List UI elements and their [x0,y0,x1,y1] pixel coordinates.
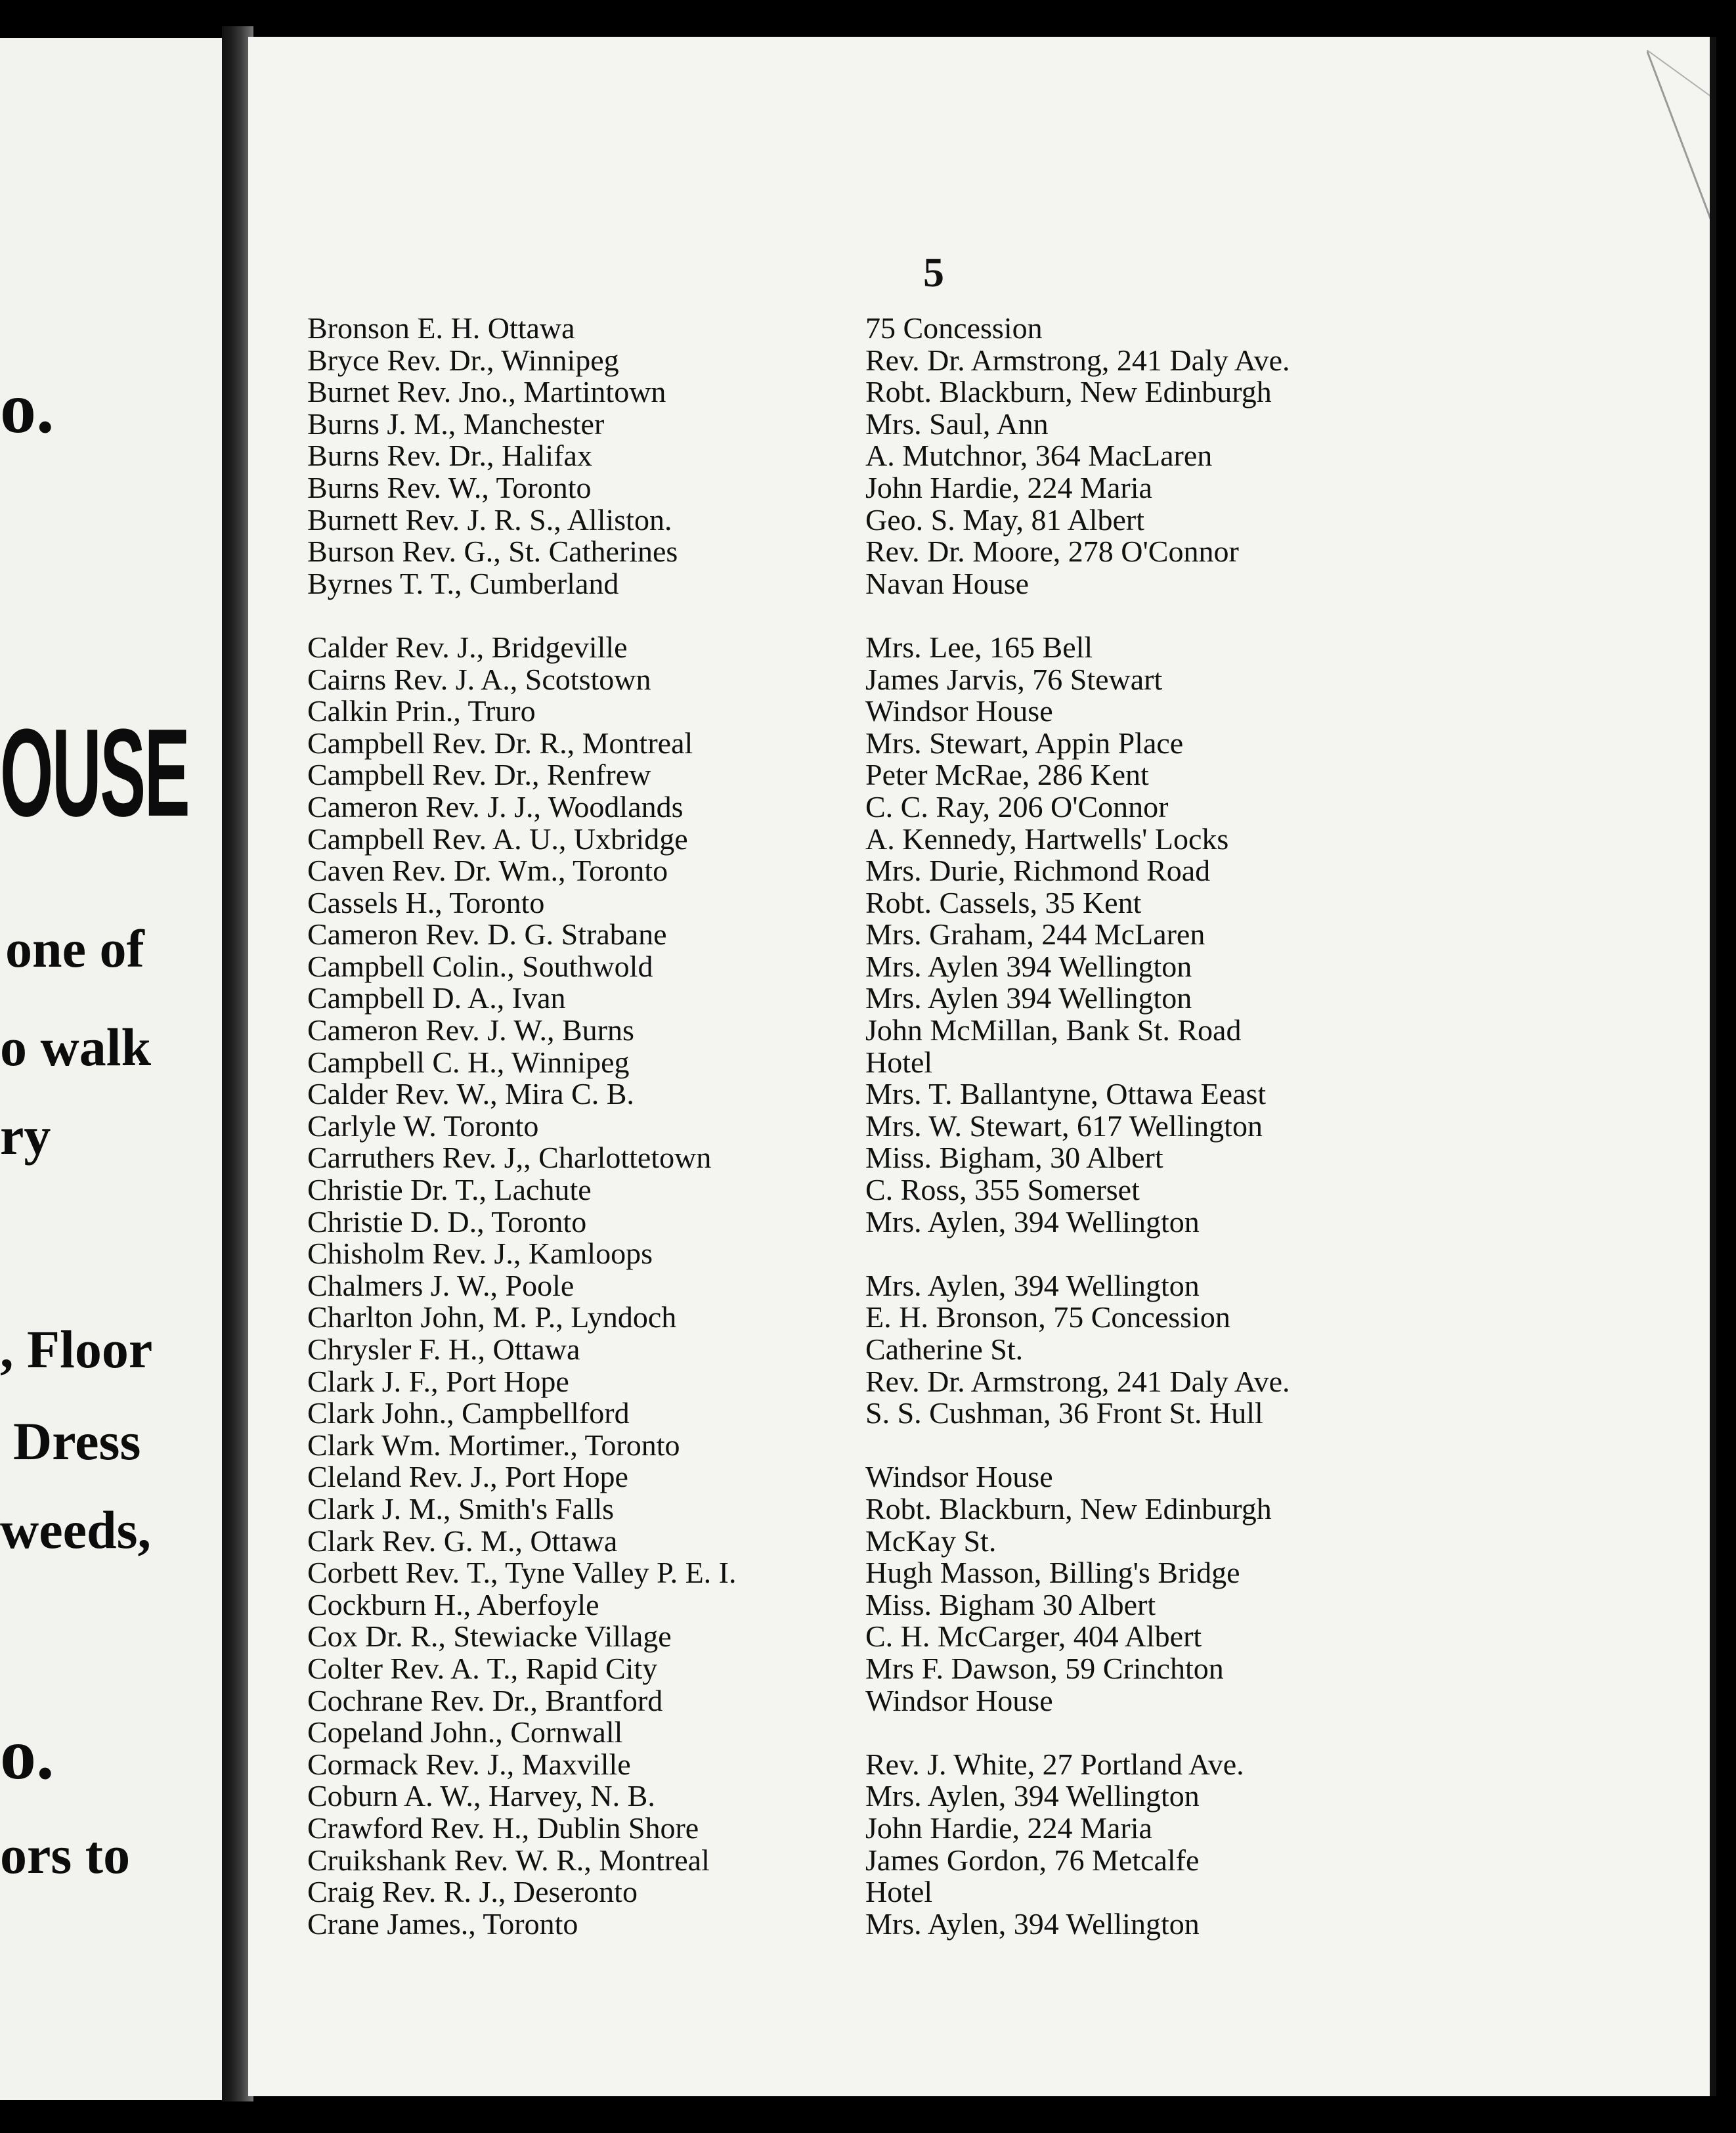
entry-name: Clark Rev. G. M., Ottawa [307,1524,618,1558]
entry-name: Campbell Rev. Dr., Renfrew [307,758,651,792]
entry-address: John Hardie, 224 Maria [865,1811,1152,1845]
entry-name: Cormack Rev. J., Maxville [307,1747,631,1781]
entry-name [307,600,737,632]
entry-name: Chrysler F. H., Ottawa [307,1332,580,1366]
entry-name: Chalmers J. W., Poole [307,1268,575,1302]
entry-name: Cameron Rev. J. W., Burns [307,1013,634,1047]
entry-address: Rev. Dr. Moore, 278 O'Connor [865,535,1239,569]
entry-address: Peter McRae, 286 Kent [865,758,1149,792]
entry-name: Campbell Rev. Dr. R., Montreal [307,726,693,760]
entry-address: Mrs. Stewart, Appin Place [865,726,1184,760]
ad-fragment: ors to [0,1825,131,1885]
entry-name: Cameron Rev. D. G. Strabane [307,917,667,952]
entry-name: Clark John., Campbellford [307,1396,630,1430]
entry-name: Campbell D. A., Ivan [307,981,566,1015]
entry-address [865,1717,1290,1749]
ad-fragment: weeds, [0,1500,152,1560]
entry-address: C. Ross, 355 Somerset [865,1173,1140,1207]
entry-name: Burnet Rev. Jno., Martintown [307,375,666,409]
entry-name: Carruthers Rev. J,, Charlottetown [307,1141,712,1175]
entry-name: Clark J. F., Port Hope [307,1364,569,1398]
entry-address [865,1238,1290,1270]
ad-fragment: o walk [0,1017,152,1077]
entry-name: Calkin Prin., Truro [307,694,536,728]
entry-name: Cox Dr. R., Stewiacke Village [307,1619,672,1654]
entry-name: Charlton John, M. P., Lyndoch [307,1300,677,1334]
entry-name: Caven Rev. Dr. Wm., Toronto [307,854,668,888]
ad-fragment: Dress [13,1411,141,1471]
ad-fragment: one of [5,919,144,979]
entry-name: Copeland John., Cornwall [307,1715,623,1749]
entry-name: Colter Rev. A. T., Rapid City [307,1651,658,1685]
entry-address: C. H. McCarger, 404 Albert [865,1619,1202,1654]
entry-address: Rev. J. White, 27 Portland Ave. [865,1747,1244,1781]
entry-address: Robt. Blackburn, New Edinburgh [865,1491,1272,1526]
entry-name: Christie D. D., Toronto [307,1204,587,1239]
entry-name: Chisholm Rev. J., Kamloops [307,1237,653,1271]
entry-address: Mrs. Graham, 244 McLaren [865,917,1205,952]
ad-fragment: OUSE [0,703,189,843]
entry-name: Clark Wm. Mortimer., Toronto [307,1428,680,1462]
entry-address: Mrs. Aylen 394 Wellington [865,981,1192,1015]
names-column [307,313,737,1940]
entry-address: Miss. Bigham, 30 Albert [865,1141,1163,1175]
entry-name: Crane James., Toronto [307,1906,578,1941]
entry-address: Mrs. Aylen, 394 Wellington [865,1204,1200,1239]
entry-address: Robt. Blackburn, New Edinburgh [865,375,1272,409]
entry-name: Campbell Colin., Southwold [307,949,653,983]
entry-address [865,600,1290,632]
entry-name: Cassels H., Toronto [307,885,545,919]
entry-address: Rev. Dr. Armstrong, 241 Daly Ave. [865,1364,1290,1398]
entry-address: Mrs. Lee, 165 Bell [865,630,1093,664]
entry-address: Navan House [865,566,1030,600]
entry-name: Burns Rev. W., Toronto [307,470,592,504]
entry-name: Cruikshank Rev. W. R., Montreal [307,1843,710,1877]
entry-address: Windsor House [865,694,1053,728]
entry-name: Burson Rev. G., St. Catherines [307,535,678,569]
entry-name: Calder Rev. W., Mira C. B. [307,1077,634,1111]
entry-address: John McMillan, Bank St. Road [865,1013,1242,1047]
page-number: 5 [923,249,944,296]
entry-name: Carlyle W. Toronto [307,1109,539,1143]
entry-name: Campbell C. H., Winnipeg [307,1045,630,1079]
entry-name: Bryce Rev. Dr., Winnipeg [307,343,619,377]
entry-name: Corbett Rev. T., Tyne Valley P. E. I. [307,1556,737,1590]
addresses-column [865,313,1290,1940]
entry-address: John Hardie, 224 Maria [865,470,1152,504]
entry-name: Bronson E. H. Ottawa [307,311,575,345]
entry-address: James Jarvis, 76 Stewart [865,662,1163,696]
entry-address: Mrs. Durie, Richmond Road [865,854,1211,888]
entry-address: Hotel [865,1045,933,1079]
entry-address: Mrs. W. Stewart, 617 Wellington [865,1109,1263,1143]
entry-address [865,1430,1290,1462]
entry-name: Byrnes T. T., Cumberland [307,566,619,600]
page-corner-crease [1647,50,1716,391]
entry-address: Windsor House [865,1683,1053,1717]
entry-address: Hugh Masson, Billing's Bridge [865,1556,1240,1590]
entry-address: McKay St. [865,1524,997,1558]
entry-name: Cockburn H., Aberfoyle [307,1587,599,1621]
entry-address: S. S. Cushman, 36 Front St. Hull [865,1396,1263,1430]
entry-address: Windsor House [865,1460,1053,1494]
entry-address: Geo. S. May, 81 Albert [865,502,1145,537]
entry-name: Cairns Rev. J. A., Scotstown [307,662,651,696]
entry-address: Mrs. Aylen, 394 Wellington [865,1779,1200,1813]
entry-address: E. H. Bronson, 75 Concession [865,1300,1230,1334]
entry-address: Mrs. Aylen, 394 Wellington [865,1906,1200,1941]
entry-name: Cleland Rev. J., Port Hope [307,1460,628,1494]
entry-address: Mrs. T. Ballantyne, Ottawa Eeast [865,1077,1267,1111]
entry-address: Mrs. Aylen, 394 Wellington [865,1268,1200,1302]
entry-name: Clark J. M., Smith's Falls [307,1491,615,1526]
entry-address: James Gordon, 76 Metcalfe [865,1843,1200,1877]
entry-name: Burns J. M., Manchester [307,407,605,441]
entry-address: A. Mutchnor, 364 MacLaren [865,439,1213,473]
entry-name: Crawford Rev. H., Dublin Shore [307,1811,699,1845]
ad-fragment: o. [0,1714,54,1794]
entry-name: Cameron Rev. J. J., Woodlands [307,789,684,824]
entry-name: Burnett Rev. J. R. S., Alliston. [307,502,672,537]
entry-address: Hotel [865,1875,933,1909]
entry-address: A. Kennedy, Hartwells' Locks [865,822,1229,856]
entry-name: Coburn A. W., Harvey, N. B. [307,1779,655,1813]
facing-page-advertisement [0,38,222,2100]
directory-page [248,37,1716,2096]
entry-name: Craig Rev. R. J., Deseronto [307,1875,638,1909]
entry-address: Mrs. Aylen 394 Wellington [865,949,1192,983]
entry-address: Mrs. Saul, Ann [865,407,1049,441]
entry-address: Robt. Cassels, 35 Kent [865,885,1142,919]
entry-name: Cochrane Rev. Dr., Brantford [307,1683,663,1717]
entry-name: Calder Rev. J., Bridgeville [307,630,628,664]
entry-address: Mrs F. Dawson, 59 Crinchton [865,1651,1224,1685]
ad-fragment: , Floor [0,1319,153,1379]
entry-address: Miss. Bigham 30 Albert [865,1587,1156,1621]
entry-name: Christie Dr. T., Lachute [307,1173,592,1207]
entry-name: Burns Rev. Dr., Halifax [307,439,592,473]
entry-address: C. C. Ray, 206 O'Connor [865,789,1169,824]
entry-address: Rev. Dr. Armstrong, 241 Daly Ave. [865,343,1290,377]
entry-address: Catherine St. [865,1332,1024,1366]
ad-fragment: o. [0,368,54,448]
entry-name: Campbell Rev. A. U., Uxbridge [307,822,688,856]
entry-address: 75 Concession [865,311,1043,345]
ad-fragment: ry [0,1106,51,1166]
